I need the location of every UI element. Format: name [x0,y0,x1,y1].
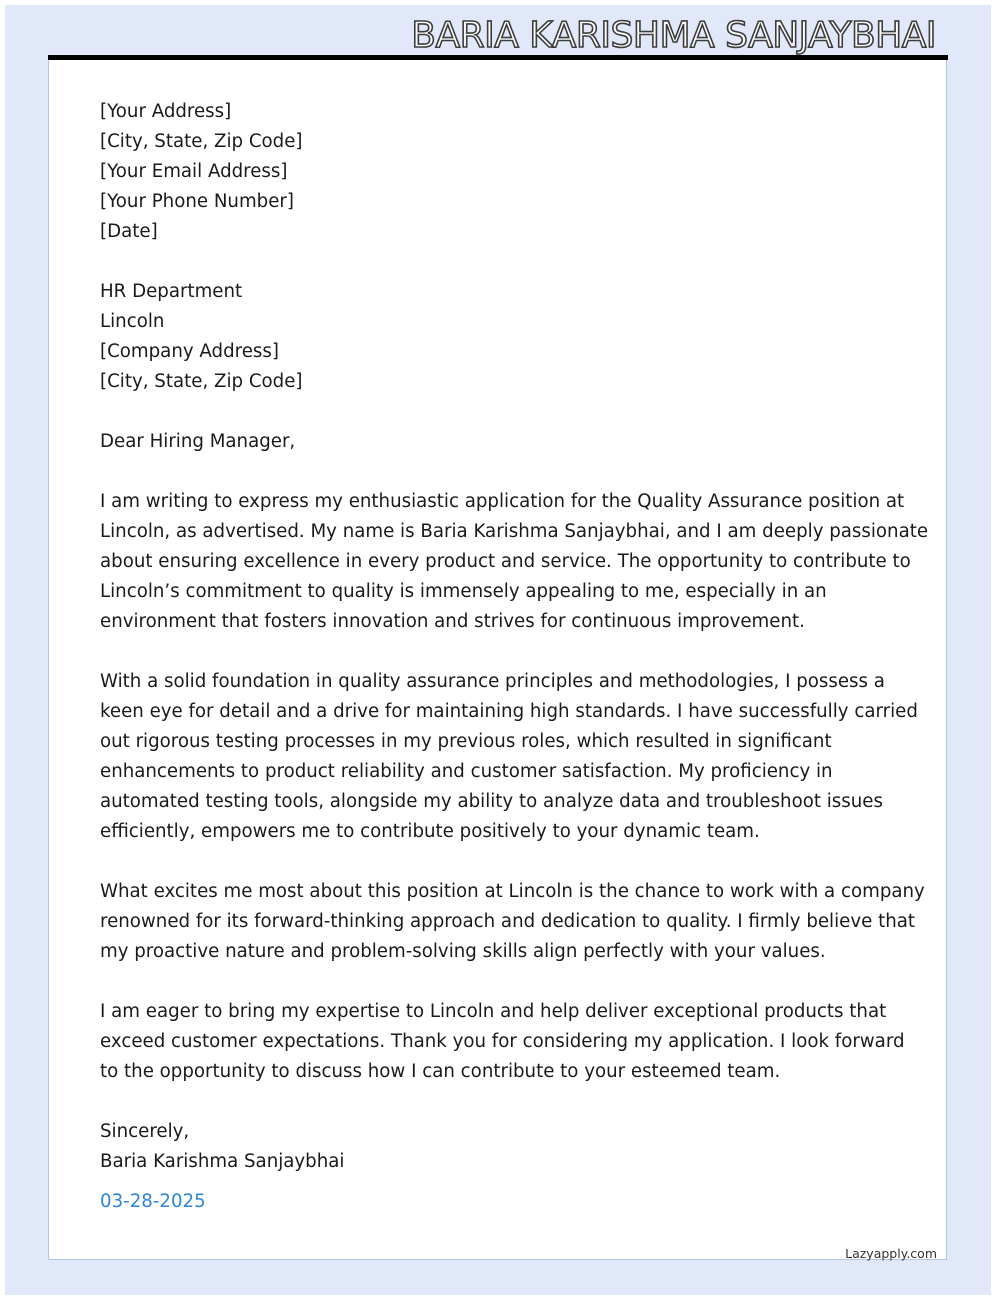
sender-block [100,97,900,247]
sender-phone: [Your Phone Number] [100,191,294,212]
sender-address: [Your Address] [100,101,232,122]
closing-block [100,1117,900,1177]
recipient-block [100,277,900,397]
recipient-department: HR Department [100,281,243,302]
paragraph [100,487,929,637]
salutation: Dear Hiring Manager, [100,431,296,452]
paragraph-line: With a solid foundation in quality assurance principles and methodologies, I possess a [100,671,885,692]
applicant-name-heading: BARIA KARISHMA SANJAYBHAI [411,15,936,56]
recipient-city-state-zip: [City, State, Zip Code] [100,371,303,392]
paragraph-line: keen eye for detail and a drive for maintaining high standards. I have successfully carried [100,701,918,722]
paragraph-line: enhancements to product reliability and customer satisfaction. My proficiency in [100,761,833,782]
paragraph-line: I am writing to express my enthusiastic application for the Quality Assurance position at [100,491,905,512]
recipient-company: Lincoln [100,311,165,332]
date-stamp: 03-28-2025 [100,1191,206,1212]
paragraph-line: my proactive nature and problem-solving skills align perfectly with your values. [100,941,826,962]
paragraph-line: Lincoln, as advertised. My name is Baria Karishma Sanjaybhai, and I am deeply passionate [100,521,929,542]
paragraph-line: environment that fosters innovation and strives for continuous improvement. [100,611,805,632]
recipient-address: [Company Address] [100,341,279,362]
sender-date: [Date] [100,221,158,242]
sender-email: [Your Email Address] [100,161,288,182]
paragraph [100,997,905,1087]
cover-letter-body [100,97,929,1177]
paragraph-line: to the opportunity to discuss how I can contribute to your esteemed team. [100,1061,781,1082]
signature-name: Baria Karishma Sanjaybhai [100,1151,345,1172]
paragraph-line: What excites me most about this position at Lincoln is the chance to work with a company [100,881,925,902]
paragraph [100,667,918,847]
footer-brand: Lazyapply.com [845,1246,937,1261]
paragraph-line: renowned for its forward-thinking approach and dedication to quality. I firmly believe that [100,911,916,932]
paragraph-line: out rigorous testing processes in my previous roles, which resulted in significant [100,731,832,752]
paragraph-line: efficiently, empowers me to contribute positively to your dynamic team. [100,821,760,842]
paragraph-line: Lincoln’s commitment to quality is immensely appealing to me, especially in an [100,581,827,602]
valediction: Sincerely, [100,1121,190,1142]
paragraph-line: I am eager to bring my expertise to Lincoln and help deliver exceptional products that [100,1001,887,1022]
paragraph-line: automated testing tools, alongside my ability to analyze data and troubleshoot issues [100,791,883,812]
paragraph-line: exceed customer expectations. Thank you for considering my application. I look forward [100,1031,905,1052]
paragraph-line: about ensuring excellence in every product and service. The opportunity to contribute to [100,551,911,572]
sender-city-state-zip: [City, State, Zip Code] [100,131,303,152]
paragraph [100,877,925,967]
